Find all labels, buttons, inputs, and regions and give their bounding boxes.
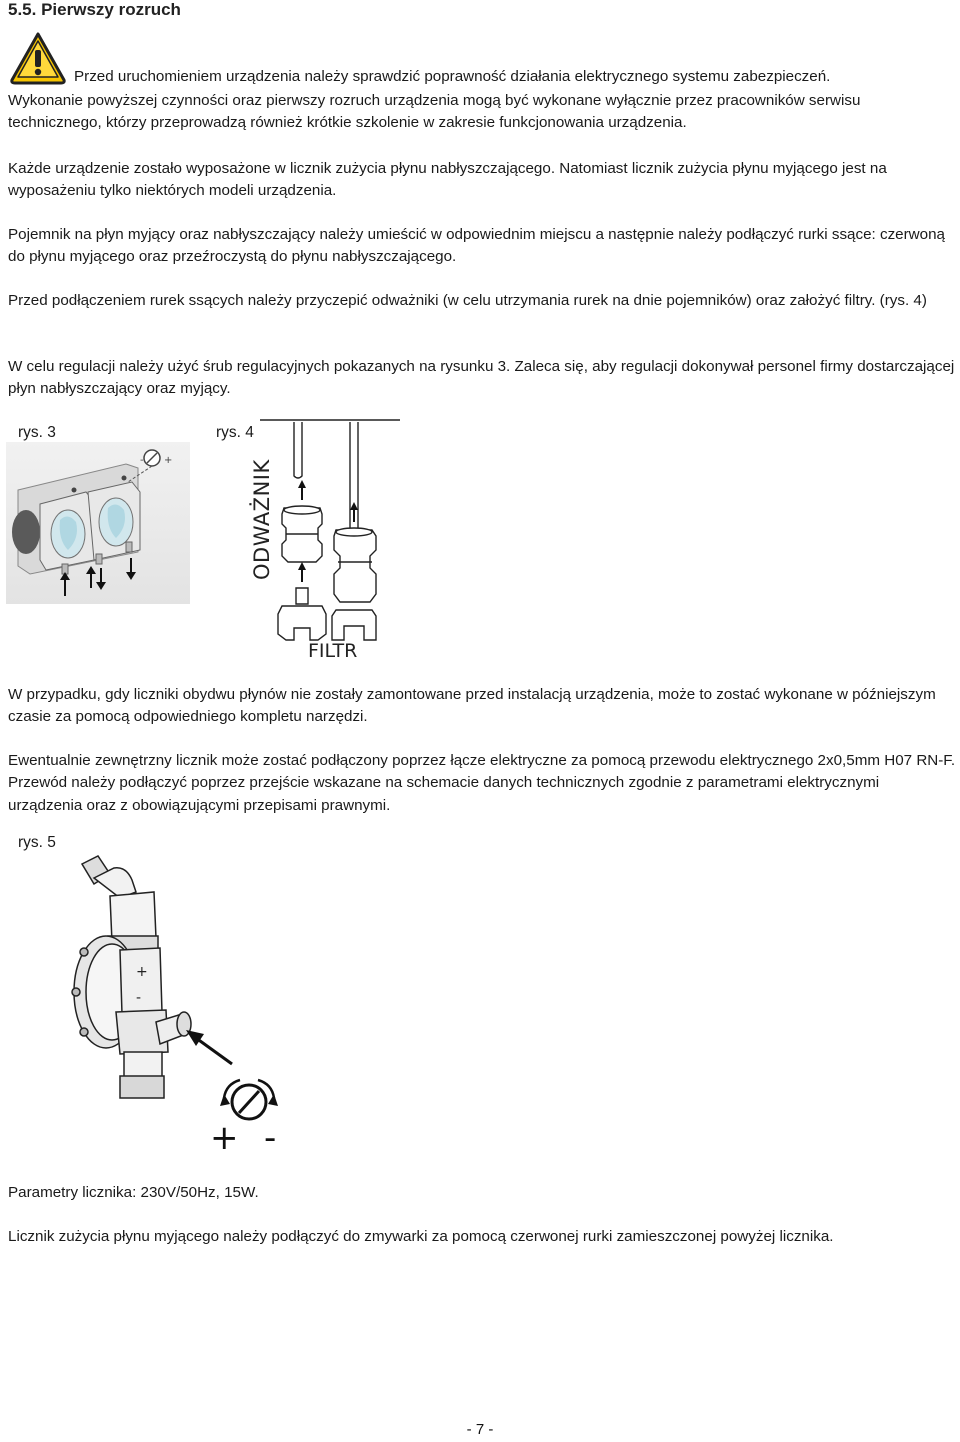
section-heading [8,0,181,20]
warning-text: Wykonanie powyższej czynności oraz pierwszy rozruch urządzenia mogą być wykonane wyłącznie przez pracowników serwisu technicznego, którzy przeprowadzą również krótkie szkolenie w zakresie funkcjonowania urządzenia. [8,92,861,132]
plus-sign: + [210,1118,239,1158]
minus-sign: - [264,1118,277,1158]
paragraph-counter-rinse: Każde urządzenie zostało wyposażone w licznik zużycia płynu nabłyszczającego. Natomiast licznik zużycia płynu myjącego jest na wyposażeniu tylko niektórych modeli urządzenia. [8,160,887,200]
label-weight: ODWAŻNIK [250,459,274,580]
figure-3-pumps-drawing [6,442,190,604]
paragraph-parameters: Parametry licznika: 230V/50Hz, 15W. [8,1184,259,1201]
figure-3-caption: rys. 3 [18,424,56,441]
warning-triangle-icon [8,30,68,86]
svg-text:-: - [140,455,144,466]
paragraph-later-install: W przypadku, gdy liczniki obydwu płynów nie zostały zamontowane przed instalacją urządzenia, może to zostać wykonane w późniejszym czasie za pomocą odpowiedniego kompletu narzędzi. [8,686,936,726]
svg-text:+: + [136,964,148,980]
paragraph-container-placement: Pojemnik na płyn myjący oraz nabłyszczający należy umieścić w odpowiednim miejscu a następnie należy podłączyć rurki ssące: czerwoną do płynu myjącego oraz przeźroczystą do płynu nabłyszczającego. [8,226,945,266]
section-title: Pierwszy rozruch [41,0,181,19]
paragraph-external-counter: Ewentualnie zewnętrzny licznik może zostać podłączony poprzez łącze elektryczne za pomocą przewodu elektrycznego 2x0,5mm H07 RN-F. Przewód należy podłączyć poprzez przejście wskazane na schemacie danych technicznych zgodnie z parametrami elektrycznymi urządzenia oraz z obowiązującymi przepisami prawnymi. [8,752,956,814]
figure-5-caption: rys. 5 [18,834,56,851]
paragraph-connection: Licznik zużycia płynu myjącego należy podłączyć do zmywarki za pomocą czerwonej rurki zamieszczonej powyżej licznika. [8,1228,834,1245]
figure-5-counter-drawing [36,852,236,1112]
svg-text:+: + [164,455,173,466]
paragraph-weights: Przed podłączeniem rurek ssących należy przyczepić odważniki (w celu utrzymania rurek na dnie pojemników) oraz założyć filtry. (rys. 4) [8,292,927,309]
section-number: 5.5. [8,0,37,19]
svg-text:-: - [136,990,142,1006]
paragraph-adjustment: W celu regulacji należy użyć śrub regulacyjnych pokazanych na rysunku 3. Zaleca się, aby regulacji dokonywał personel firmy dostarczającej płyn nabłyszczający oraz myjący. [8,358,955,398]
page-number: - 7 - [466,1421,494,1438]
label-filter: FILTR [308,640,358,662]
warning-line1: Przed uruchomieniem urządzenia należy sprawdzić poprawność działania elektrycznego systemu zabezpieczeń. [74,68,831,85]
figure-4-caption: rys. 4 [216,424,254,441]
